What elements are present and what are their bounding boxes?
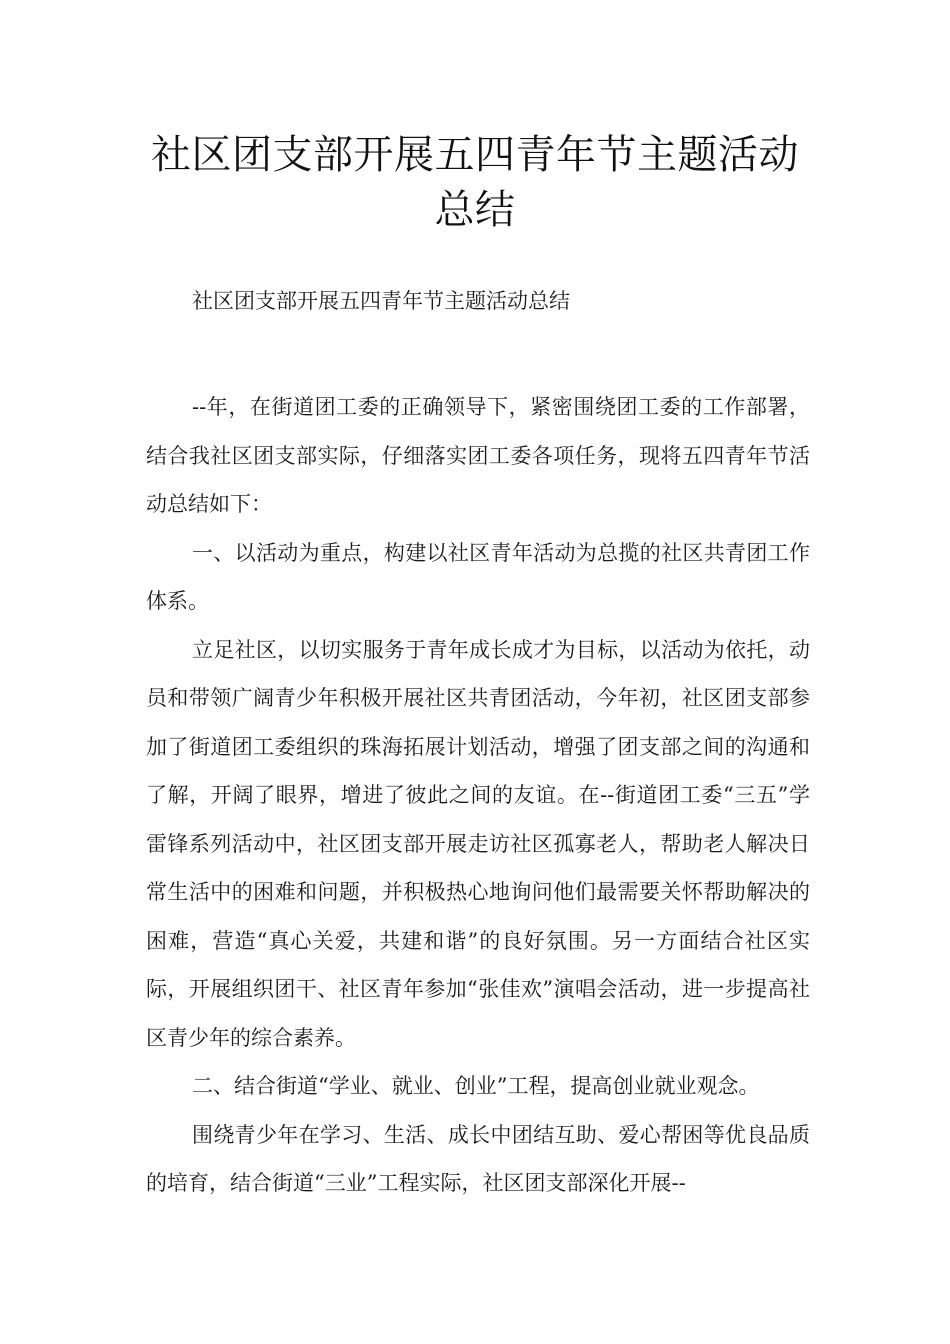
paragraph-activities: 立足社区，以切实服务于青年成长成才为目标，以活动为依托，动员和带领广阔青少年积极开展社区共青团活动，今年初，社区团支部参加了街道团工委组织的珠海拓展计划活动，增强了团支部之间的沟通和了解，开阔了眼界，增进了彼此之间的友谊。在--街道团工委“三五”学雷锋系列活动中，社区团支部开展走访社区孤寡老人，帮助老人解决日常生活中的困难和问题，并积极热心地询问他们最需要关怀帮助解决的困难，营造“真心关爱，共建和谐”的良好氛围。另一方面结合社区实际，开展组织团干、社区青年参加“张佳欢”演唱会活动，进一步提高社区青少年的综合素养。	[146, 637, 810, 1050]
document-subtitle: 社区团支部开展五四青年节主题活动总结	[192, 289, 570, 313]
paragraph-heading-2: 二、结合街道“学业、就业、创业”工程，提高创业就业观念。	[192, 1074, 760, 1098]
paragraph-heading-1: 一、以活动为重点，构建以社区青年活动为总揽的社区共青团工作体系。	[146, 540, 810, 613]
paragraph-qualities: 围绕青少年在学习、生活、成长中团结互助、爱心帮困等优良品质的培育，结合街道“三业”工程实际，社区团支部深化开展--	[146, 1122, 810, 1195]
document-title: 社区团支部开展五四青年节主题活动总结	[151, 132, 799, 233]
document-body	[146, 383, 810, 1208]
paragraph-intro: --年，在街道团工委的正确领导下，紧密围绕团工委的工作部署，结合我社区团支部实际，仔细落实团工委各项任务，现将五四青年节活动总结如下：	[146, 395, 810, 516]
